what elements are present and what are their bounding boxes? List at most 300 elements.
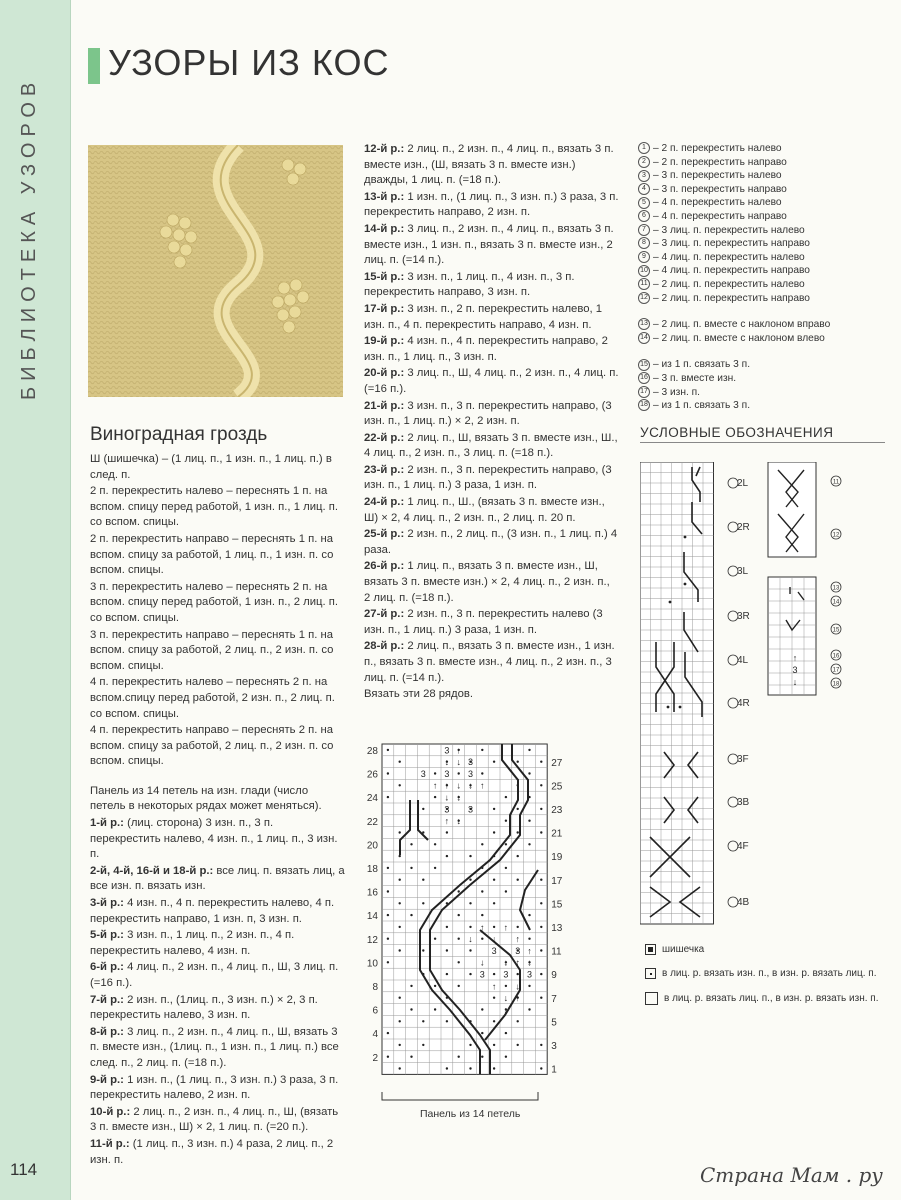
- knitting-chart: [360, 740, 580, 1105]
- purl-dot: [458, 1056, 460, 1058]
- row-instruction: [364, 270, 619, 301]
- purl-dot: [410, 1008, 412, 1010]
- purl-dot: [481, 749, 483, 751]
- purl-dot: [434, 843, 436, 845]
- rows-list-2: [364, 142, 619, 686]
- row-instruction: [90, 993, 345, 1024]
- panel-intro: Панель из 14 петель на изн. глади (число петель в некоторых рядах может меняться).: [90, 784, 322, 813]
- abbrev-item: 4 п. перекрестить направо – переснять 2 п. на вспом. спицу за работой, 2 лиц. п., 2 изн. п. со вспом. спицы.: [90, 724, 334, 768]
- row-instruction: [364, 222, 619, 269]
- row-label: 24-й р.:: [364, 496, 405, 509]
- small-mark-number: 13: [832, 585, 840, 592]
- small-mark-number: 18: [832, 681, 840, 688]
- purl-dot: [446, 855, 448, 857]
- purl-dot: [517, 855, 519, 857]
- row-text: (1 лиц. п., 3 изн. п.) 4 раза, 2 лиц. п., 2 изн. п.: [90, 1137, 334, 1166]
- row-text: 2 изн. п., (1лиц. п., 3 изн. п.) × 2, 3 п. перекрестить налево, 3 изн. п.: [90, 993, 318, 1022]
- chart-cell-mark: ↓: [456, 757, 461, 768]
- purl-dot: [399, 1067, 401, 1069]
- legend-divider: [640, 442, 885, 443]
- empty-symbol-icon: [645, 992, 658, 1005]
- legend-text: – 2 лиц. п. вместе с наклоном вправо: [653, 319, 831, 331]
- abbrev-item: Ш (шишечка) – (1 лиц. п., 1 изн. п., 1 лиц. п.) в след. п.: [90, 453, 332, 481]
- purl-dot: [517, 1020, 519, 1022]
- legend-gap: [638, 305, 898, 318]
- legend-item: [638, 264, 898, 278]
- purl-dot: [458, 914, 460, 916]
- row-number-right: 17: [551, 875, 563, 887]
- legend-code: 4L: [737, 655, 749, 666]
- legend-text: – 3 изн. п.: [653, 386, 700, 398]
- legend-text: – из 1 п. связать 3 п.: [653, 400, 751, 412]
- small-mark-number: 11: [832, 479, 840, 486]
- row-label: 25-й р.:: [364, 528, 405, 541]
- purl-dot: [505, 985, 507, 987]
- purl-dot: [493, 1044, 495, 1046]
- legend-text: – 2 п. перекрестить направо: [653, 156, 787, 168]
- legend-dot: [667, 706, 670, 709]
- legend-number: 17: [638, 386, 650, 398]
- chart-cell-mark: ↑: [456, 745, 461, 756]
- purl-dot: [493, 761, 495, 763]
- purl-dot: [387, 749, 389, 751]
- legend-number: 18: [638, 399, 650, 411]
- chart-cell-mark: 3: [526, 969, 533, 980]
- purl-dot: [540, 1044, 542, 1046]
- purl-dot: [399, 784, 401, 786]
- row-instruction: [364, 431, 619, 462]
- purl-dot: [387, 890, 389, 892]
- purl-dot: [387, 1056, 389, 1058]
- purl-dot: [505, 820, 507, 822]
- legend-item: [638, 292, 898, 306]
- legend-item: [638, 183, 898, 197]
- legend-code: 3B: [737, 797, 750, 808]
- purl-dot: [410, 914, 412, 916]
- purl-dot: [517, 973, 519, 975]
- small-mark-number: 12: [832, 532, 840, 539]
- legend-item: [638, 142, 898, 156]
- watermark: Страна Мам . ру: [700, 1163, 883, 1187]
- legend-dot: [679, 706, 682, 709]
- purl-dot: [517, 926, 519, 928]
- purl-dot: [481, 843, 483, 845]
- row-instruction: [90, 896, 345, 927]
- row-text: 2 лиц. п., 2 изн. п., 4 лиц. п., Ш, (вязать 3 п. вместе изн., Ш) × 2, 1 лиц. п. (=20 п.).: [90, 1105, 339, 1134]
- legend-number: 4: [638, 183, 650, 195]
- purl-dot: [446, 831, 448, 833]
- chart-grid: [382, 744, 547, 1074]
- chart-cell-mark: 3: [444, 804, 450, 815]
- row-instruction: [90, 928, 345, 959]
- row-label: 14-й р.:: [364, 222, 405, 235]
- row-text: 1 изн. п., (1 лиц. п., 3 изн. п.) 3 раза, 3 п. перекрестить направо, 2 изн. п.: [364, 190, 619, 219]
- purl-dot: [469, 855, 471, 857]
- row-instruction: [364, 639, 619, 686]
- legend-number: 3: [638, 170, 650, 182]
- chart-cell-mark: ↓: [456, 792, 461, 803]
- purl-dot: [528, 749, 530, 751]
- row-instruction: [364, 302, 619, 333]
- chart-cell-mark: ↑: [444, 780, 450, 791]
- row-label: 7-й р.:: [90, 993, 124, 1006]
- legend-number: 15: [638, 359, 650, 371]
- row-number-left: 28: [366, 746, 378, 758]
- symbol-bobble: шишечка: [645, 944, 704, 955]
- chart-cell-mark: ↓: [456, 816, 461, 827]
- purl-dot: [458, 772, 460, 774]
- purl-dot: [540, 949, 542, 951]
- row-text: (лиц. сторона) 3 изн. п., 3 п. перекрестить налево, 4 изн. п., 1 лиц. п., 3 изн. п.: [90, 817, 338, 861]
- row-text: 4 изн. п., 4 п. перекрестить налево, 4 п. перекрестить направо, 1 изн. п, 3 изн. п.: [90, 897, 335, 925]
- chart-cell-mark: 3: [467, 768, 474, 779]
- purl-dot: [410, 867, 412, 869]
- purl-dot: [387, 1032, 389, 1034]
- purl-dot: [399, 902, 401, 904]
- purl-dot: [528, 985, 530, 987]
- legend-list: [638, 142, 898, 413]
- chart-cell-mark: ↓: [503, 1004, 509, 1015]
- row-label: 22-й р.:: [364, 431, 405, 444]
- purl-dot: [481, 1032, 483, 1034]
- row-number-right: 1: [551, 1064, 557, 1076]
- purl-dot: [422, 879, 424, 881]
- legend-text: – 2 лиц. п. перекрестить направо: [653, 292, 810, 304]
- row-text: 2 изн. п., 3 п. перекрестить направо, (3 изн. п., 1 лиц. п.) 3 раза, 1 изн. п.: [364, 463, 612, 492]
- purl-dot: [387, 961, 389, 963]
- chart-cell-mark: ↓: [456, 780, 461, 791]
- page-title: УЗОРЫ ИЗ КОС: [108, 42, 390, 83]
- purl-dot: [493, 1067, 495, 1069]
- title-accent: [88, 48, 100, 84]
- symbol-dot: в лиц. р. вязать изн. п., в изн. р. вязать лиц. п.: [645, 968, 877, 979]
- row-text: 2 лиц. п., вязать 3 п. вместе изн., 1 изн. п., вязать 3 п. вместе изн., 4 лиц. п., 2 изн. п., 3 лиц. п. (=14 п.).: [364, 640, 615, 684]
- chart-caption: Панель из 14 петель: [420, 1108, 521, 1120]
- purl-dot: [528, 938, 530, 940]
- purl-dot: [458, 938, 460, 940]
- purl-dot: [469, 1067, 471, 1069]
- row-label: 6-й р.:: [90, 961, 124, 974]
- purl-dot: [540, 784, 542, 786]
- row-text: 1 изн. п., (1 лиц. п., 3 изн. п.) 3 раза, 3 п. перекрестить налево, 2 изн. п.: [90, 1073, 339, 1102]
- row-number-right: 25: [551, 781, 563, 793]
- row-instruction: [90, 1137, 345, 1168]
- purl-dot: [458, 890, 460, 892]
- legend-code: 4R: [737, 698, 750, 709]
- legend-text: – 2 лиц. п. перекрестить налево: [653, 278, 805, 290]
- purl-dot: [399, 949, 401, 951]
- row-text: 2 лиц. п., Ш, вязать 3 п. вместе изн., Ш., 4 лиц. п., 2 изн. п., 3 лиц. п. (=18 п.).: [364, 431, 618, 460]
- purl-dot: [493, 973, 495, 975]
- purl-dot: [410, 985, 412, 987]
- legend-number: 12: [638, 292, 650, 304]
- purl-dot: [399, 1020, 401, 1022]
- legend-code: 3L: [737, 566, 749, 577]
- purl-dot: [399, 879, 401, 881]
- row-text: 3 лиц. п., 2 изн. п., 4 лиц. п., Ш, вязать 3 п. вместе изн., (1лиц. п., 1 изн. п., 1 лиц. п.) все след. п., 2 лиц. п. (=18 п.).: [90, 1025, 339, 1069]
- row-text: 3 изн. п., 1 лиц. п., 4 изн. п., 3 п. перекрестить направо, 3 изн. п.: [364, 270, 575, 299]
- purl-dot: [493, 831, 495, 833]
- purl-dot: [446, 949, 448, 951]
- legend-text: – 4 п. перекрестить направо: [653, 210, 787, 222]
- legend-item: [638, 169, 898, 183]
- legend-number: 13: [638, 318, 650, 330]
- small-mark-number: 15: [832, 627, 840, 634]
- legend-symbol-chart: [640, 462, 900, 932]
- legend-text: – 3 п. перекрестить направо: [653, 183, 787, 195]
- legend-item: [638, 196, 898, 210]
- legend-number: 10: [638, 265, 650, 277]
- row-number-right: 7: [551, 993, 557, 1005]
- chart-cell-mark: 3: [479, 969, 485, 980]
- abbrev-item: 3 п. перекрестить направо – переснять 1 п. на вспом. спицу за работой, 2 лиц. п., 2 изн. п. со вспом. спицы.: [90, 628, 334, 672]
- row-label: 1-й р.:: [90, 817, 124, 830]
- chart-cell-mark: 3: [467, 804, 474, 815]
- purl-dot: [469, 949, 471, 951]
- chart-cell-mark: ↓: [468, 934, 473, 945]
- chart-cell-mark: 3: [515, 945, 521, 956]
- legend-gap: [638, 345, 898, 358]
- purl-dot: [387, 867, 389, 869]
- purl-dot: [399, 926, 401, 928]
- row-instruction: [364, 142, 619, 189]
- purl-dot: [505, 1056, 507, 1058]
- purl-dot: [399, 855, 401, 857]
- purl-dot: [399, 997, 401, 999]
- legend-item: [638, 358, 898, 372]
- chart-cell-mark: ↑: [527, 945, 532, 956]
- row-label: 11-й р.:: [90, 1137, 130, 1150]
- legend-text: – 3 п. вместе изн.: [653, 372, 737, 384]
- legend-text: – 3 лиц. п. перекрестить налево: [653, 224, 805, 236]
- row-number-left: 24: [366, 793, 378, 805]
- legend-dot: [684, 536, 687, 539]
- bobble-symbol-icon: [645, 944, 656, 955]
- chart-cell-mark: ↑: [515, 934, 520, 945]
- row-number-left: 4: [372, 1029, 378, 1041]
- purl-dot: [528, 772, 530, 774]
- legend-code: 3R: [737, 611, 750, 622]
- row-text: 4 лиц. п., 2 изн. п., 4 лиц. п., Ш, 3 лиц. п. (=16 п.).: [90, 961, 339, 989]
- page-number: 114: [10, 1160, 38, 1179]
- legend-item: [638, 399, 898, 413]
- legend-code: 2R: [737, 522, 750, 533]
- row-text: 3 изн. п., 3 п. перекрестить направо, (3 изн. п., 1 лиц. п.) × 2, 2 изн. п.: [364, 399, 612, 428]
- purl-dot: [528, 914, 530, 916]
- abbrev-item: 2 п. перекрестить налево – переснять 1 п. на вспом. спицу перед работой, 1 изн. п., 1 лиц. п. со вспом. спицы.: [90, 485, 339, 529]
- row-number-right: 15: [551, 899, 563, 911]
- small-cell-mark: 3: [792, 665, 798, 675]
- row-number-left: 18: [366, 864, 378, 876]
- side-band: [0, 0, 71, 1200]
- row-number-right: 9: [551, 970, 557, 982]
- legend-number: 5: [638, 197, 650, 209]
- purl-dot: [493, 879, 495, 881]
- row-number-left: 26: [366, 769, 378, 781]
- purl-dot: [446, 1020, 448, 1022]
- legend-item: [638, 332, 898, 346]
- abbrev-item: 2 п. перекрестить направо – переснять 1 п. на вспом. спицу за работой, 1 лиц. п., 1 изн. п. со вспом. спицы.: [90, 532, 334, 577]
- purl-dot: [505, 796, 507, 798]
- row-label: 28-й р.:: [364, 640, 405, 653]
- chart-cell-mark: ↑: [515, 993, 520, 1004]
- abbrev-item: 3 п. перекрестить налево – переснять 2 п. на вспом. спицу перед работой, 1 изн. п., 2 лиц. п. со вспом. спицы.: [90, 580, 339, 624]
- row-instruction: [90, 1073, 345, 1104]
- purl-dot: [540, 902, 542, 904]
- row-number-right: 19: [551, 852, 563, 864]
- purl-dot: [422, 902, 424, 904]
- legend-text: – из 1 п. связать 3 п.: [653, 359, 751, 371]
- purl-dot: [399, 1044, 401, 1046]
- legend-text: – 4 лиц. п. перекрестить направо: [653, 265, 810, 277]
- purl-dot: [387, 938, 389, 940]
- row-number-right: 11: [551, 946, 562, 958]
- purl-dot: [469, 902, 471, 904]
- row-text: 4 изн. п., 4 п. перекрестить направо, 2 изн. п., 1 лиц. п., 3 изн. п.: [364, 335, 608, 363]
- purl-dot: [469, 973, 471, 975]
- chart-cell-mark: 3: [444, 768, 450, 779]
- legend-code: 2L: [737, 478, 749, 489]
- symbol-empty: в лиц. р. вязать лиц. п., в изн. р. вязать изн. п.: [645, 992, 879, 1005]
- small-grid-frame: [768, 462, 816, 557]
- purl-dot: [481, 890, 483, 892]
- row-number-left: 14: [366, 911, 378, 923]
- legend-number: 16: [638, 372, 650, 384]
- purl-dot: [434, 1008, 436, 1010]
- legend-text: – 3 лиц. п. перекрестить направо: [653, 238, 810, 250]
- chart-cell-mark: 3: [467, 757, 474, 768]
- instructions-column-2: [364, 142, 619, 704]
- purl-dot: [410, 1056, 412, 1058]
- chart-bracket: [382, 1092, 538, 1100]
- purl-dot: [517, 761, 519, 763]
- row-number-left: 10: [366, 958, 378, 970]
- row-instruction: [364, 527, 619, 558]
- row-instruction: [90, 1105, 345, 1136]
- legend-text: – 3 п. перекрестить налево: [653, 170, 782, 182]
- row-label: 15-й р.:: [364, 270, 405, 283]
- abbrev-item: 4 п. перекрестить налево – переснять 2 п. на вспом.спицу перед работой, 2 изн. п., 2 лиц. п. со вспом. спицы.: [90, 676, 335, 720]
- row-number-right: 5: [551, 1017, 557, 1029]
- legend-item: [638, 278, 898, 292]
- small-cell-mark: ↓: [792, 677, 798, 687]
- chart-cell-mark: ↓: [480, 957, 485, 968]
- row-label: 26-й р.:: [364, 560, 405, 573]
- purl-dot: [434, 796, 436, 798]
- legend-code: 3F: [737, 754, 749, 765]
- purl-dot: [434, 772, 436, 774]
- purl-dot: [458, 985, 460, 987]
- row-label: 17-й р.:: [364, 302, 405, 315]
- purl-dot: [434, 938, 436, 940]
- chart-cell-mark: 3: [420, 768, 426, 779]
- purl-dot: [528, 1008, 530, 1010]
- row-label: 10-й р.:: [90, 1105, 131, 1118]
- chart-cell-mark: ↓: [468, 780, 473, 791]
- legend-number: 9: [638, 251, 650, 263]
- row-number-left: 12: [366, 934, 378, 946]
- purl-dot: [387, 914, 389, 916]
- row-instruction: [364, 334, 619, 365]
- row-label: 3-й р.:: [90, 897, 124, 910]
- dot-symbol-icon: [645, 968, 656, 979]
- purl-dot: [528, 843, 530, 845]
- purl-dot: [540, 926, 542, 928]
- row-number-right: 21: [551, 828, 563, 840]
- row-number-right: 3: [551, 1041, 557, 1053]
- row-label: 21-й р.:: [364, 399, 405, 412]
- row-instruction: [364, 559, 619, 606]
- chart-cell-mark: ↓: [503, 993, 509, 1004]
- row-instruction: [364, 190, 619, 221]
- legend-number: 8: [638, 237, 650, 249]
- row-text: 3 изн. п., 2 п. перекрестить налево, 1 изн. п., 4 п. перекрестить направо, 4 изн. п.: [364, 302, 603, 331]
- purl-dot: [505, 843, 507, 845]
- purl-dot: [517, 808, 519, 810]
- pattern-photo: [88, 145, 343, 397]
- row-number-left: 16: [366, 887, 378, 899]
- purl-dot: [422, 1044, 424, 1046]
- legend-item: [638, 237, 898, 251]
- instructions-column-1: [90, 452, 345, 1169]
- purl-dot: [540, 808, 542, 810]
- purl-dot: [540, 879, 542, 881]
- purl-dot: [540, 1067, 542, 1069]
- row-number-left: 2: [372, 1052, 378, 1064]
- legend-code: 4B: [737, 897, 750, 908]
- row-instruction: [364, 463, 619, 494]
- purl-dot: [517, 1044, 519, 1046]
- row-instruction: [90, 1025, 345, 1072]
- small-mark-number: 14: [832, 599, 840, 606]
- purl-dot: [481, 1056, 483, 1058]
- row-label: 5-й р.:: [90, 929, 124, 942]
- purl-dot: [399, 761, 401, 763]
- purl-dot: [469, 1044, 471, 1046]
- chart-cell-mark: 3: [503, 969, 509, 980]
- legend-small-grid: [768, 462, 841, 695]
- row-label: 12-й р.:: [364, 143, 405, 155]
- chart-cell-mark: ↑: [503, 922, 509, 933]
- purl-dot: [422, 1020, 424, 1022]
- closing-line: Вязать эти 28 рядов.: [364, 688, 474, 701]
- row-label: 2-й, 4-й, 16-й и 18-й р.:: [90, 864, 214, 877]
- row-instruction: [364, 495, 619, 526]
- row-number-left: 6: [372, 1005, 378, 1017]
- chart-cell-mark: ↓: [515, 981, 520, 992]
- legend-text: – 4 п. перекрестить налево: [653, 197, 782, 209]
- purl-dot: [446, 1067, 448, 1069]
- purl-dot: [422, 949, 424, 951]
- purl-dot: [481, 772, 483, 774]
- small-mark-number: 17: [832, 667, 840, 674]
- row-label: 13-й р.:: [364, 190, 405, 203]
- chart-cell-mark: ↓: [491, 934, 497, 945]
- legend-item: [638, 386, 898, 400]
- legend-number: 14: [638, 332, 650, 344]
- chart-cell-mark: ↑: [444, 816, 450, 827]
- legend-number: 1: [638, 142, 650, 154]
- legend-item: [638, 251, 898, 265]
- row-label: 27-й р.:: [364, 608, 405, 621]
- purl-dot: [481, 1008, 483, 1010]
- pattern-name: Виноградная гроздь: [90, 424, 268, 445]
- purl-dot: [387, 796, 389, 798]
- chart-cell-mark: 3: [444, 745, 450, 756]
- row-text: 2 изн. п., 3 п. перекрестить налево (3 изн. п., 1 лиц. п.) 3 раза, 1 изн. п.: [364, 608, 603, 636]
- row-label: 8-й р.:: [90, 1025, 124, 1038]
- purl-dot: [540, 831, 542, 833]
